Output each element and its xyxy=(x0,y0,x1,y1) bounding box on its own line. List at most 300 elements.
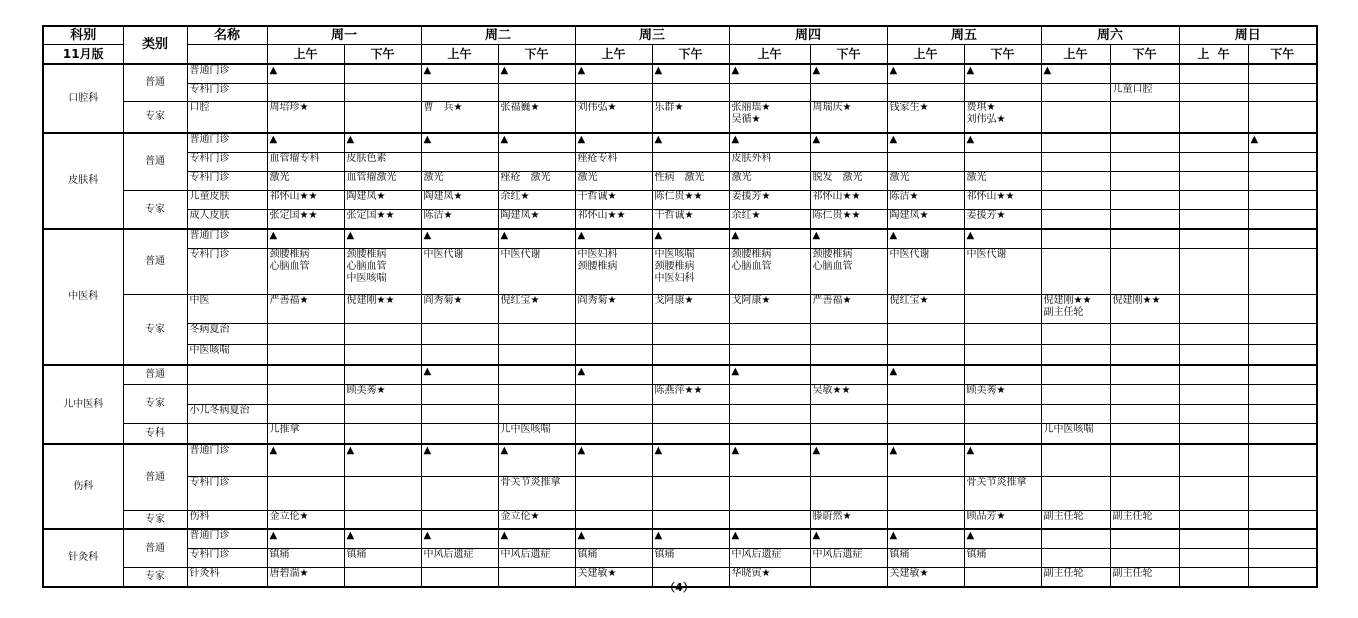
header-name: 名称 xyxy=(187,26,267,45)
schedule-row xyxy=(43,84,1317,102)
schedule-cell xyxy=(1110,405,1179,424)
category-label: 专家 xyxy=(123,568,187,588)
general-clinic-marker: ▲ xyxy=(964,444,1041,477)
schedule-cell: 儿中医咳喘 xyxy=(498,424,575,445)
clinic-name: 小儿冬病夏治 xyxy=(187,405,267,424)
schedule-cell xyxy=(810,153,887,172)
category-label: 普通 xyxy=(123,529,187,568)
schedule-cell xyxy=(575,84,652,102)
schedule-cell: 皮肤色素 xyxy=(344,153,421,172)
schedule-cell xyxy=(1179,424,1248,445)
schedule-cell: 滕蔚然★ xyxy=(810,511,887,530)
schedule-cell xyxy=(1179,511,1248,530)
department-name: 伤科 xyxy=(43,444,123,529)
general-clinic-marker: ▲ xyxy=(267,529,344,549)
schedule-row xyxy=(43,102,1317,134)
general-clinic-marker: ▲ xyxy=(887,365,964,385)
schedule-cell: 儿推拿 xyxy=(267,424,344,445)
category-label: 专家 xyxy=(123,295,187,366)
schedule-cell xyxy=(1179,229,1248,249)
schedule-cell: 中医妇科 颈腰椎病 xyxy=(575,249,652,295)
half-label: 上午 xyxy=(729,45,810,65)
schedule-cell: 中风后遗症 xyxy=(498,549,575,568)
schedule-cell: 关建敏★ xyxy=(887,568,964,588)
schedule-cell: 陶建凤★ xyxy=(498,210,575,230)
schedule-cell xyxy=(729,511,810,530)
schedule-cell: 曹 兵★ xyxy=(421,102,498,134)
schedule-cell xyxy=(1248,385,1317,405)
schedule-cell: 关建敏★ xyxy=(575,568,652,588)
schedule-cell xyxy=(810,405,887,424)
general-clinic-marker: ▲ xyxy=(498,444,575,477)
half-label: 上 午 xyxy=(1179,45,1248,65)
general-clinic-marker: ▲ xyxy=(1248,133,1317,153)
general-clinic-marker: ▲ xyxy=(887,64,964,84)
schedule-cell xyxy=(344,365,421,385)
schedule-row xyxy=(43,405,1317,424)
schedule-cell xyxy=(421,153,498,172)
half-label: 上午 xyxy=(1041,45,1110,65)
schedule-cell: 中医代谢 xyxy=(498,249,575,295)
schedule-cell: 姜援芳★ xyxy=(729,191,810,210)
schedule-cell xyxy=(1179,64,1248,84)
day-sat: 周六 xyxy=(1041,26,1179,45)
schedule-cell: 陶建凤★ xyxy=(421,191,498,210)
schedule-row xyxy=(43,345,1317,366)
clinic-name: 专科门诊 xyxy=(187,477,267,511)
schedule-cell xyxy=(498,405,575,424)
general-clinic-marker: ▲ xyxy=(729,133,810,153)
schedule-cell xyxy=(1248,210,1317,230)
schedule-cell xyxy=(1110,444,1179,477)
schedule-cell xyxy=(1110,249,1179,295)
schedule-cell: 颈腰椎病 心脑血管 xyxy=(810,249,887,295)
half-label: 下午 xyxy=(964,45,1041,65)
department-name: 皮肤科 xyxy=(43,133,123,229)
schedule-cell xyxy=(1179,249,1248,295)
general-clinic-marker: ▲ xyxy=(421,365,498,385)
clinic-name: 冬病夏治 xyxy=(187,324,267,345)
general-clinic-marker: ▲ xyxy=(421,444,498,477)
schedule-cell xyxy=(1110,345,1179,366)
schedule-cell xyxy=(810,84,887,102)
schedule-cell: 张丽瑶★ 吴循★ xyxy=(729,102,810,134)
schedule-cell xyxy=(267,345,344,366)
clinic-name: 成人皮肤 xyxy=(187,210,267,230)
schedule-cell: 血管瘤专科 xyxy=(267,153,344,172)
schedule-row xyxy=(43,249,1317,295)
schedule-cell: 顾美莠★ xyxy=(964,385,1041,405)
schedule-cell: 陈洁★ xyxy=(421,210,498,230)
schedule-cell xyxy=(421,84,498,102)
schedule-row xyxy=(43,424,1317,445)
schedule-cell: 副主任轮 xyxy=(1110,511,1179,530)
schedule-cell: 干哲诚★ xyxy=(652,210,729,230)
schedule-cell xyxy=(267,365,344,385)
general-clinic-marker: ▲ xyxy=(344,133,421,153)
half-label: 上午 xyxy=(887,45,964,65)
header-category: 类别 xyxy=(123,26,187,64)
schedule-cell xyxy=(421,511,498,530)
schedule-cell: 陶建凤★ xyxy=(887,210,964,230)
schedule-cell xyxy=(1248,345,1317,366)
schedule-cell xyxy=(652,84,729,102)
schedule-cell xyxy=(1110,324,1179,345)
schedule-cell xyxy=(1248,405,1317,424)
schedule-cell xyxy=(1041,229,1110,249)
half-label: 下午 xyxy=(1110,45,1179,65)
general-clinic-marker: ▲ xyxy=(498,64,575,84)
schedule-cell xyxy=(575,477,652,511)
schedule-cell: 倪红宝★ xyxy=(887,295,964,324)
general-clinic-marker: ▲ xyxy=(421,229,498,249)
schedule-cell xyxy=(1179,191,1248,210)
schedule-cell: 干哲诚★ xyxy=(575,191,652,210)
schedule-cell xyxy=(1248,102,1317,134)
schedule-cell xyxy=(1110,133,1179,153)
schedule-cell xyxy=(1041,102,1110,134)
schedule-cell: 痤疮 激光 xyxy=(498,172,575,191)
schedule-cell: 副主任轮 xyxy=(1110,568,1179,588)
schedule-cell: 陶建凤★ xyxy=(344,191,421,210)
schedule-cell xyxy=(1248,549,1317,568)
schedule-cell xyxy=(1110,529,1179,549)
general-clinic-marker: ▲ xyxy=(421,133,498,153)
header-row-days xyxy=(43,26,1317,45)
header-row-halves xyxy=(43,45,1317,65)
general-clinic-marker: ▲ xyxy=(964,133,1041,153)
schedule-row xyxy=(43,153,1317,172)
schedule-cell xyxy=(1110,153,1179,172)
schedule-cell xyxy=(1248,191,1317,210)
schedule-cell: 张福巍★ xyxy=(498,102,575,134)
half-label: 下午 xyxy=(810,45,887,65)
header-name-blank xyxy=(187,45,267,65)
general-clinic-marker: ▲ xyxy=(652,444,729,477)
half-label: 下午 xyxy=(498,45,575,65)
schedule-cell xyxy=(267,385,344,405)
schedule-cell xyxy=(344,405,421,424)
schedule-cell xyxy=(344,345,421,366)
schedule-cell xyxy=(1041,549,1110,568)
schedule-cell xyxy=(1110,477,1179,511)
general-clinic-marker: ▲ xyxy=(810,133,887,153)
category-label: 专家 xyxy=(123,191,187,230)
schedule-cell xyxy=(1179,84,1248,102)
schedule-cell xyxy=(1248,64,1317,84)
schedule-cell xyxy=(887,424,964,445)
clinic-name: 中医咳喘 xyxy=(187,345,267,366)
general-clinic-marker: ▲ xyxy=(267,444,344,477)
general-clinic-marker: ▲ xyxy=(344,444,421,477)
schedule-cell xyxy=(267,84,344,102)
schedule-cell xyxy=(1110,172,1179,191)
schedule-cell xyxy=(729,84,810,102)
general-clinic-marker: ▲ xyxy=(964,529,1041,549)
schedule-cell xyxy=(1041,444,1110,477)
header-dept: 科别 xyxy=(43,26,123,45)
schedule-cell: 脱发 激光 xyxy=(810,172,887,191)
schedule-cell xyxy=(964,424,1041,445)
schedule-cell xyxy=(729,477,810,511)
schedule-cell xyxy=(498,153,575,172)
page-number: （4） xyxy=(664,581,694,594)
schedule-cell xyxy=(1110,424,1179,445)
department-name: 儿中医科 xyxy=(43,365,123,444)
schedule-cell xyxy=(1179,102,1248,134)
schedule-row xyxy=(43,477,1317,511)
schedule-cell xyxy=(1041,405,1110,424)
clinic-name: 儿童皮肤 xyxy=(187,191,267,210)
schedule-cell xyxy=(498,324,575,345)
schedule-cell xyxy=(1041,249,1110,295)
half-label: 上午 xyxy=(421,45,498,65)
schedule-cell: 陈仁贵★★ xyxy=(810,210,887,230)
schedule-cell xyxy=(887,345,964,366)
schedule-cell xyxy=(1041,191,1110,210)
schedule-cell xyxy=(1248,295,1317,324)
schedule-cell xyxy=(652,477,729,511)
category-label: 普通 xyxy=(123,229,187,295)
schedule-cell: 费琪★ 刘伟弘★ xyxy=(964,102,1041,134)
schedule-cell xyxy=(1110,191,1179,210)
schedule-cell xyxy=(421,324,498,345)
general-clinic-marker: ▲ xyxy=(729,529,810,549)
schedule-cell xyxy=(964,365,1041,385)
day-sun: 周日 xyxy=(1179,26,1317,45)
schedule-cell xyxy=(1110,229,1179,249)
schedule-cell: 金立伦★ xyxy=(267,511,344,530)
schedule-cell: 祁怀山★★ xyxy=(575,210,652,230)
general-clinic-marker: ▲ xyxy=(887,444,964,477)
schedule-cell: 儿中医咳喘 xyxy=(1041,424,1110,445)
schedule-cell xyxy=(1248,511,1317,530)
schedule-cell: 祁怀山★★ xyxy=(810,191,887,210)
clinic-name xyxy=(187,365,267,385)
schedule-cell: 副主任轮 xyxy=(1041,568,1110,588)
schedule-cell: 激光 xyxy=(887,172,964,191)
schedule-cell: 中风后遗症 xyxy=(421,549,498,568)
schedule-cell: 血管瘤激光 xyxy=(344,172,421,191)
general-clinic-marker: ▲ xyxy=(810,64,887,84)
schedule-cell xyxy=(1179,385,1248,405)
general-clinic-marker: ▲ xyxy=(421,64,498,84)
schedule-cell: 周培珍★ xyxy=(267,102,344,134)
category-label: 专家 xyxy=(123,102,187,134)
schedule-cell xyxy=(729,324,810,345)
schedule-cell: 中医咳喘 颈腰椎病 中医妇科 xyxy=(652,249,729,295)
general-clinic-marker: ▲ xyxy=(810,444,887,477)
general-clinic-marker: ▲ xyxy=(887,133,964,153)
schedule-cell xyxy=(810,365,887,385)
schedule-cell xyxy=(887,324,964,345)
schedule-cell xyxy=(1179,210,1248,230)
general-clinic-marker: ▲ xyxy=(887,229,964,249)
schedule-cell: 激光 xyxy=(964,172,1041,191)
general-clinic-marker: ▲ xyxy=(267,64,344,84)
schedule-cell xyxy=(1041,172,1110,191)
schedule-row xyxy=(43,172,1317,191)
schedule-cell xyxy=(1248,324,1317,345)
schedule-row xyxy=(43,385,1317,405)
department-name: 针灸科 xyxy=(43,529,123,587)
schedule-row xyxy=(43,324,1317,345)
schedule-cell xyxy=(1110,64,1179,84)
schedule-cell xyxy=(575,324,652,345)
schedule-cell: 激光 xyxy=(267,172,344,191)
schedule-row xyxy=(43,511,1317,530)
half-label: 下午 xyxy=(344,45,421,65)
schedule-cell: 顾美莠★ xyxy=(344,385,421,405)
clinic-name: 专科门诊 xyxy=(187,153,267,172)
schedule-cell: 皮肤外科 xyxy=(729,153,810,172)
category-label: 普通 xyxy=(123,444,187,511)
general-clinic-marker: ▲ xyxy=(575,529,652,549)
schedule-row xyxy=(43,444,1317,477)
schedule-cell xyxy=(964,345,1041,366)
schedule-cell: 中风后遗症 xyxy=(810,549,887,568)
schedule-cell xyxy=(498,345,575,366)
schedule-cell: 镇痛 xyxy=(267,549,344,568)
schedule-cell xyxy=(498,385,575,405)
schedule-cell: 激光 xyxy=(575,172,652,191)
schedule-cell xyxy=(887,511,964,530)
clinic-name: 针灸科 xyxy=(187,568,267,588)
schedule-cell xyxy=(1041,345,1110,366)
schedule-cell xyxy=(1179,405,1248,424)
department-name: 中医科 xyxy=(43,229,123,365)
schedule-row xyxy=(43,295,1317,324)
schedule-cell xyxy=(1179,477,1248,511)
schedule-cell: 戈阿康★ xyxy=(652,295,729,324)
day-mon: 周一 xyxy=(267,26,421,45)
clinic-name: 中医 xyxy=(187,295,267,324)
schedule-cell xyxy=(1179,153,1248,172)
schedule-cell: 张定国★★ xyxy=(344,210,421,230)
schedule-cell xyxy=(344,511,421,530)
schedule-cell: 颈腰椎病 心脑血管 中医咳喘 xyxy=(344,249,421,295)
schedule-row xyxy=(43,133,1317,153)
schedule-cell xyxy=(575,385,652,405)
schedule-cell: 周瑞庆★ xyxy=(810,102,887,134)
schedule-cell xyxy=(1248,172,1317,191)
clinic-name: 伤科 xyxy=(187,511,267,530)
schedule-cell xyxy=(1041,210,1110,230)
schedule-cell xyxy=(652,324,729,345)
day-tue: 周二 xyxy=(421,26,575,45)
clinic-name: 普通门诊 xyxy=(187,64,267,84)
schedule-cell xyxy=(729,385,810,405)
schedule-cell xyxy=(887,477,964,511)
general-clinic-marker: ▲ xyxy=(421,529,498,549)
half-label: 下午 xyxy=(652,45,729,65)
schedule-cell xyxy=(267,324,344,345)
schedule-cell xyxy=(964,324,1041,345)
schedule-cell xyxy=(344,324,421,345)
schedule-cell xyxy=(344,64,421,84)
schedule-cell xyxy=(1248,444,1317,477)
schedule-cell xyxy=(652,405,729,424)
schedule-row xyxy=(43,529,1317,549)
schedule-cell: 中风后遗症 xyxy=(729,549,810,568)
schedule-cell: 唐碧湍★ xyxy=(267,568,344,588)
general-clinic-marker: ▲ xyxy=(267,133,344,153)
schedule-cell xyxy=(1248,249,1317,295)
schedule-cell xyxy=(1179,365,1248,385)
schedule-cell: 儿童口腔 xyxy=(1110,84,1179,102)
schedule-cell: 陈燕萍★★ xyxy=(652,385,729,405)
half-label: 上午 xyxy=(575,45,652,65)
schedule-cell xyxy=(1110,365,1179,385)
schedule-cell xyxy=(1110,102,1179,134)
general-clinic-marker: ▲ xyxy=(575,229,652,249)
general-clinic-marker: ▲ xyxy=(498,229,575,249)
schedule-cell: 吴敏★★ xyxy=(810,385,887,405)
general-clinic-marker: ▲ xyxy=(575,444,652,477)
schedule-cell xyxy=(267,477,344,511)
schedule-cell xyxy=(1110,385,1179,405)
schedule-cell xyxy=(421,424,498,445)
schedule-cell: 倪建刚★★ xyxy=(344,295,421,324)
clinic-name: 口腔 xyxy=(187,102,267,134)
general-clinic-marker: ▲ xyxy=(729,64,810,84)
clinic-name: 普通门诊 xyxy=(187,229,267,249)
schedule-row xyxy=(43,365,1317,385)
schedule-cell xyxy=(1041,84,1110,102)
schedule-cell xyxy=(1179,444,1248,477)
schedule-cell: 阎秀菊★ xyxy=(421,295,498,324)
schedule-cell xyxy=(1041,477,1110,511)
schedule-cell: 性病 激光 xyxy=(652,172,729,191)
half-label: 上午 xyxy=(267,45,344,65)
schedule-cell xyxy=(1110,210,1179,230)
general-clinic-marker: ▲ xyxy=(964,229,1041,249)
schedule-cell: 华晓寅★ xyxy=(729,568,810,588)
schedule-cell xyxy=(1248,365,1317,385)
schedule-cell xyxy=(1041,365,1110,385)
schedule-cell xyxy=(344,424,421,445)
schedule-cell: 中医代谢 xyxy=(964,249,1041,295)
schedule-cell: 金立伦★ xyxy=(498,511,575,530)
schedule-cell xyxy=(575,345,652,366)
clinic-name: 普通门诊 xyxy=(187,529,267,549)
schedule-cell xyxy=(1248,153,1317,172)
schedule-cell: 倪建刚★★ 副主任轮 xyxy=(1041,295,1110,324)
general-clinic-marker: ▲ xyxy=(887,529,964,549)
clinic-name xyxy=(187,385,267,405)
general-clinic-marker: ▲ xyxy=(267,229,344,249)
general-clinic-marker: ▲ xyxy=(498,133,575,153)
schedule-cell: 张定国★★ xyxy=(267,210,344,230)
clinic-name: 专科门诊 xyxy=(187,84,267,102)
schedule-cell xyxy=(421,345,498,366)
schedule-cell xyxy=(1179,172,1248,191)
half-label: 下午 xyxy=(1248,45,1317,65)
schedule-cell xyxy=(344,84,421,102)
schedule-cell xyxy=(1179,324,1248,345)
schedule-row xyxy=(43,229,1317,249)
category-label: 普通 xyxy=(123,133,187,191)
schedule-cell xyxy=(1041,529,1110,549)
schedule-cell xyxy=(498,84,575,102)
general-clinic-marker: ▲ xyxy=(575,365,652,385)
schedule-cell xyxy=(1248,84,1317,102)
schedule-cell xyxy=(652,345,729,366)
general-clinic-marker: ▲ xyxy=(810,229,887,249)
schedule-row xyxy=(43,210,1317,230)
day-fri: 周五 xyxy=(887,26,1041,45)
schedule-cell: 倪建刚★★ xyxy=(1110,295,1179,324)
